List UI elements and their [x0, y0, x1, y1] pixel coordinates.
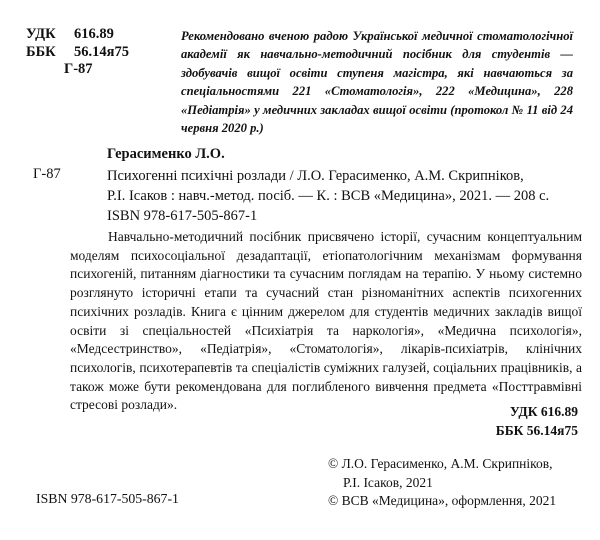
classification-codes-bottom [496, 402, 578, 440]
bbk-code: ББК 56.14я75 [495, 423, 578, 438]
isbn-footer: ISBN 978-617-505-867-1 [36, 491, 179, 506]
bbk-value: 56.14я75 [74, 43, 129, 60]
biblio-line-2: Р.І. Ісаков : навч.-метод. посіб. — К. : ВСВ «Медицина», 2021. — 208 с. [107, 188, 550, 204]
biblio-line-1: Психогенні психічні розлади / Л.О. Герасименко, А.М. Скрипніков, [107, 168, 524, 184]
copyright-block [328, 455, 556, 511]
bibliographic-record [107, 166, 549, 226]
udk-label: УДК [26, 26, 56, 42]
biblio-isbn: ISBN 978-617-505-867-1 [107, 208, 258, 224]
bbk-label: ББК [26, 43, 56, 60]
udk-row [26, 26, 129, 44]
author-sign-top: Г-87 [64, 61, 93, 77]
recommendation-text: Рекомендовано вченою радою Української медичної стоматологічної академії як навчально-методичний посібник для студентів — здобувачів вищої освіти ступеня магістра, які навчаються за спеціальностями 221 «Стоматологія», 222 «Медицина», 228 «Педіатрія» у медичних закладах вищої освіти (протокол № 11 від 24 червня 2020 р.) [181, 29, 573, 136]
classification-codes-top [26, 26, 129, 79]
author-sign: Г-87 [33, 166, 61, 182]
copyright-line-3: © ВСВ «Медицина», оформлення, 2021 [328, 493, 557, 508]
copyright-line-2: Р.І. Ісаков, 2021 [343, 474, 433, 490]
annotation-paragraph: Навчально-методичний посібник присвячено історії, сучасним концептуальним моделям психосоціальної дезадаптації, етіопатологічним механізмам формування психогеній, питанням діагностики та сучасним поглядам на терапію. У ньому системно розглянуто історичні етапи та сучасний стан різноманітних аспектів психогенних психічних розладів. Книга є цінним джерелом для студентів медичних закладів вищої освіти зі спеціальностей «Психіатрія та наркологія», «Медична психологія», «Медсестринство», «Педіатрія», «Стоматологія», лікарів-психіатрів, клінічних психологів, психотерапевтів та спеціалістів суміжних галузей, соціальних працівників, а також може бути рекомендована для поглибленого вивчення предмета «Посттравмівні стресові розлади». [70, 229, 582, 413]
author-heading: Герасименко Л.О. [107, 146, 225, 162]
copyright-line-1: © Л.О. Герасименко, А.М. Скрипніков, [328, 456, 553, 471]
bbk-row [26, 44, 129, 62]
udk-code: УДК 616.89 [509, 404, 578, 419]
udk-value: 616.89 [74, 26, 114, 42]
